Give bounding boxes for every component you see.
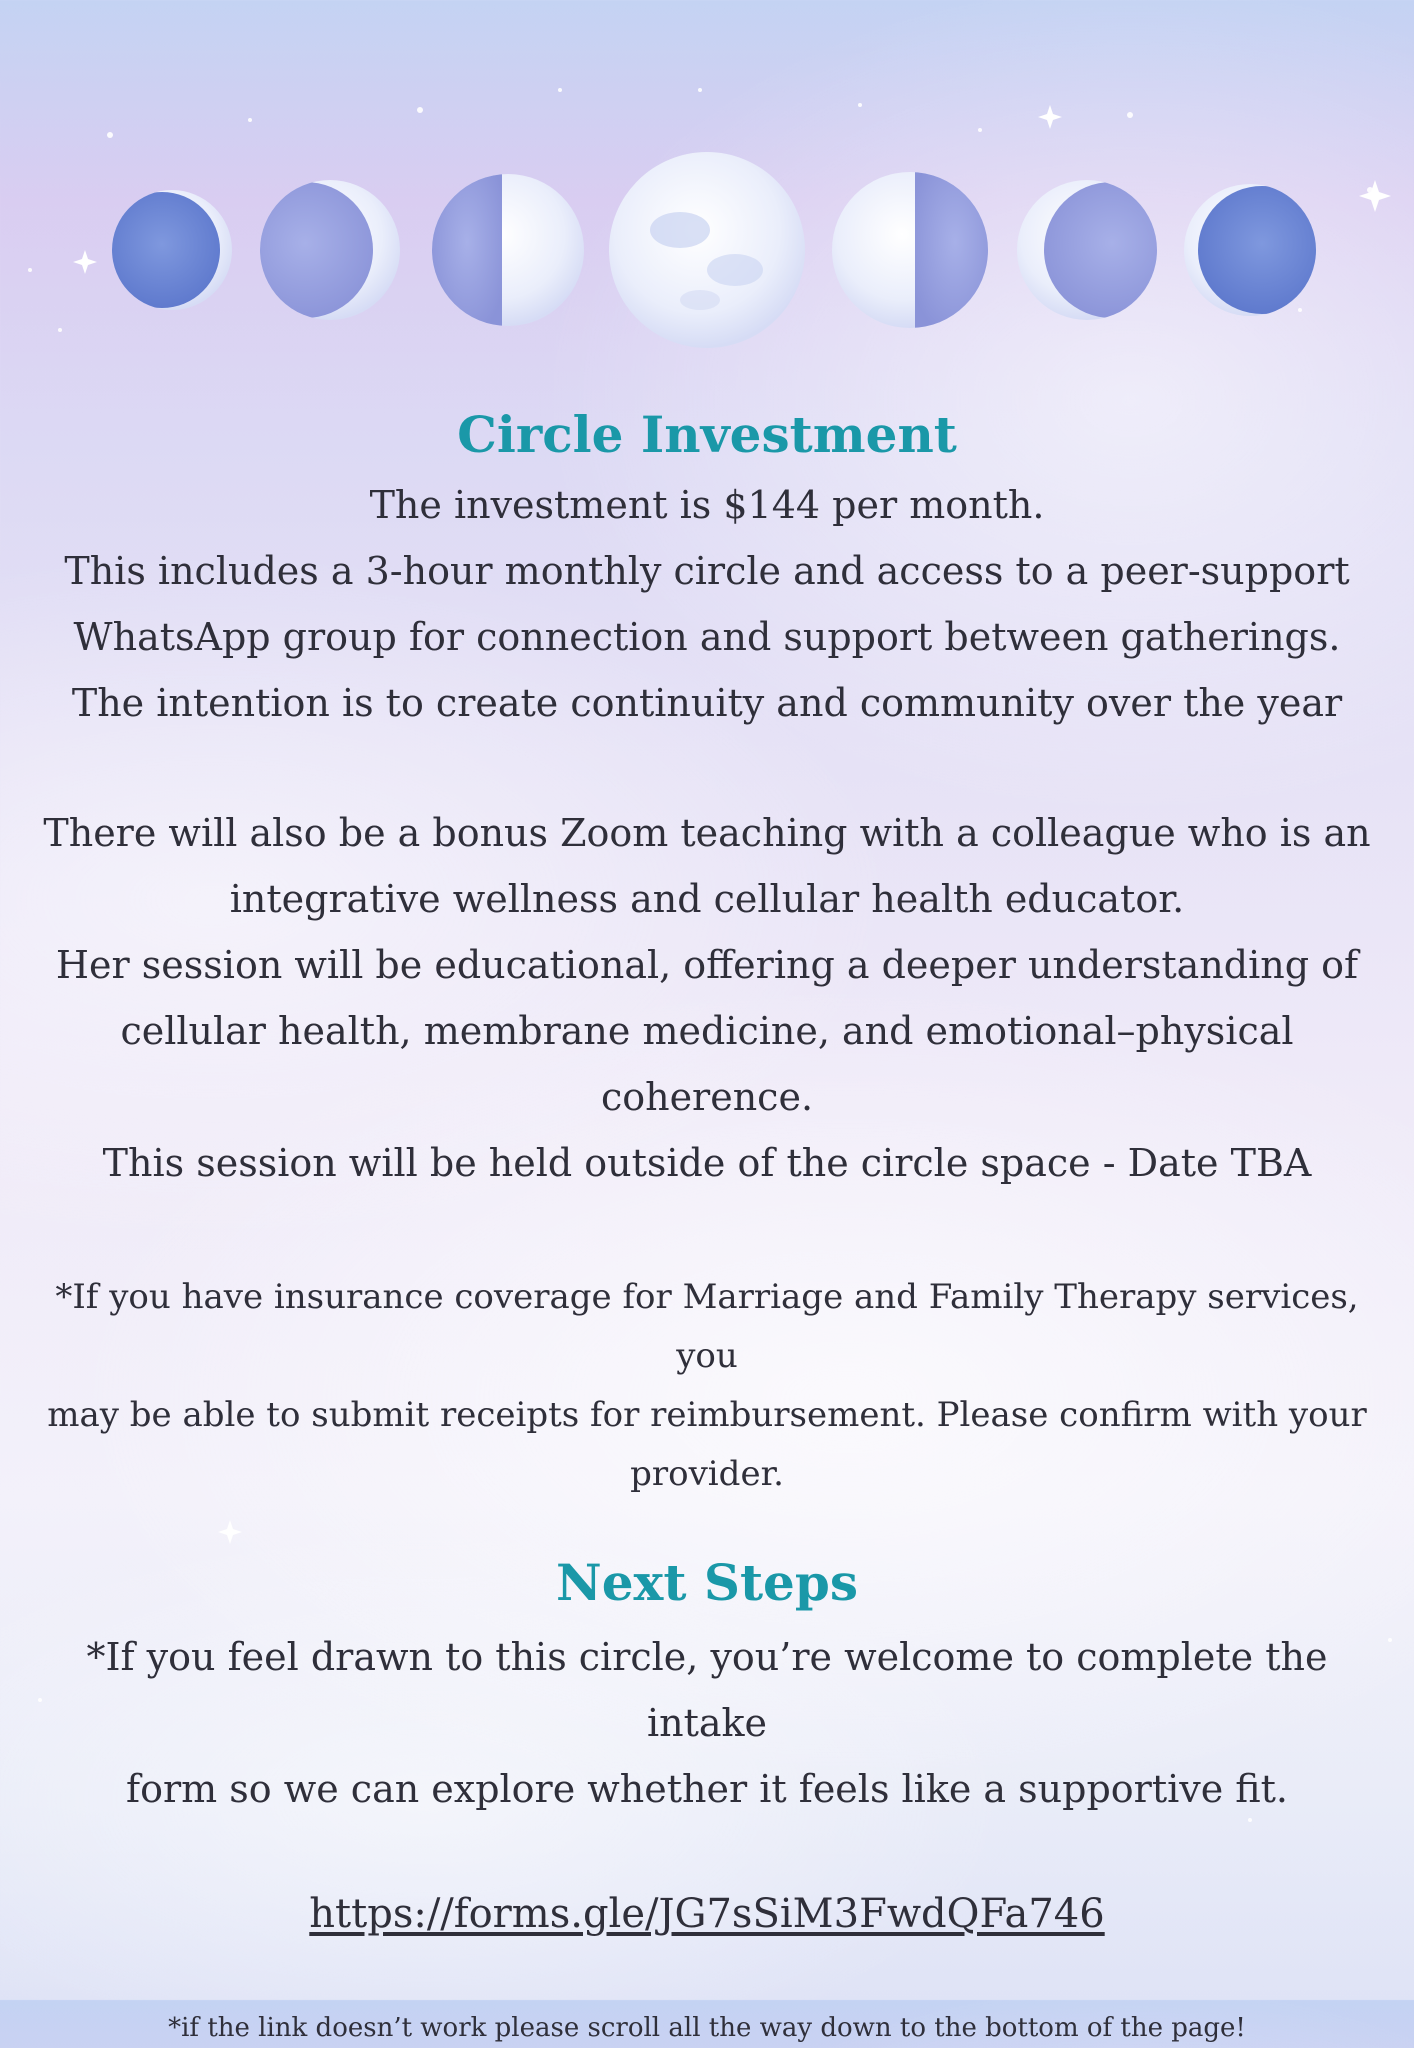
next-steps-line: form so we can explore whether it feels like a supportive fit. bbox=[126, 1767, 1288, 1811]
investment-heading: Circle Investment bbox=[457, 405, 957, 464]
bonus-paragraph bbox=[30, 800, 1384, 1196]
investment-line: WhatsApp group for connection and support between gatherings. bbox=[73, 615, 1341, 659]
waning-crescent-moon-icon bbox=[1017, 180, 1180, 320]
bonus-line: cellular health, membrane medicine, and emotional–physical coherence. bbox=[120, 1009, 1294, 1119]
insurance-line: *If you have insurance coverage for Marriage and Family Therapy services, you bbox=[55, 1277, 1359, 1376]
main-content bbox=[30, 400, 1384, 2048]
bonus-line: There will also be a bonus Zoom teaching with a colleague who is an bbox=[43, 811, 1371, 855]
waxing-crescent-moon-icon bbox=[104, 190, 232, 310]
insurance-line: may be able to submit receipts for reimbursement. Please confirm with your bbox=[47, 1395, 1367, 1435]
insurance-line: provider. bbox=[630, 1454, 784, 1494]
next-steps-line: *If you feel drawn to this circle, you’re welcome to complete the intake bbox=[86, 1635, 1328, 1745]
last-quarter-moon-icon bbox=[832, 170, 995, 330]
footnote-text: *if the link doesn’t work please scroll all the way down to the bottom of the page! bbox=[168, 2013, 1246, 2043]
bonus-line: integrative wellness and cellular health educator. bbox=[229, 877, 1185, 921]
investment-line: The intention is to create continuity and community over the year bbox=[71, 681, 1343, 725]
bonus-line: This session will be held outside of the circle space - Date TBA bbox=[102, 1141, 1312, 1185]
next-steps-paragraph bbox=[30, 1624, 1384, 1822]
link-wrapper bbox=[30, 1884, 1384, 1944]
first-quarter-moon-icon bbox=[432, 170, 584, 330]
intake-form-link[interactable]: https://forms.gle/JG7sSiM3FwdQFa746 bbox=[309, 1891, 1105, 1937]
full-moon-icon bbox=[609, 152, 805, 348]
investment-paragraph bbox=[30, 472, 1384, 736]
insurance-note bbox=[30, 1268, 1384, 1504]
moon-phases-illustration bbox=[0, 140, 1414, 380]
next-steps-heading: Next Steps bbox=[556, 1553, 858, 1612]
waxing-crescent-moon-2-icon bbox=[237, 180, 400, 320]
footnote-wrapper bbox=[30, 2008, 1384, 2048]
investment-line: The investment is $144 per month. bbox=[369, 483, 1045, 527]
bonus-line: Her session will be educational, offering a deeper understanding of bbox=[55, 943, 1359, 987]
waning-crescent-moon-2-icon bbox=[1184, 184, 1326, 316]
investment-line: This includes a 3-hour monthly circle and access to a peer-support bbox=[64, 549, 1350, 593]
